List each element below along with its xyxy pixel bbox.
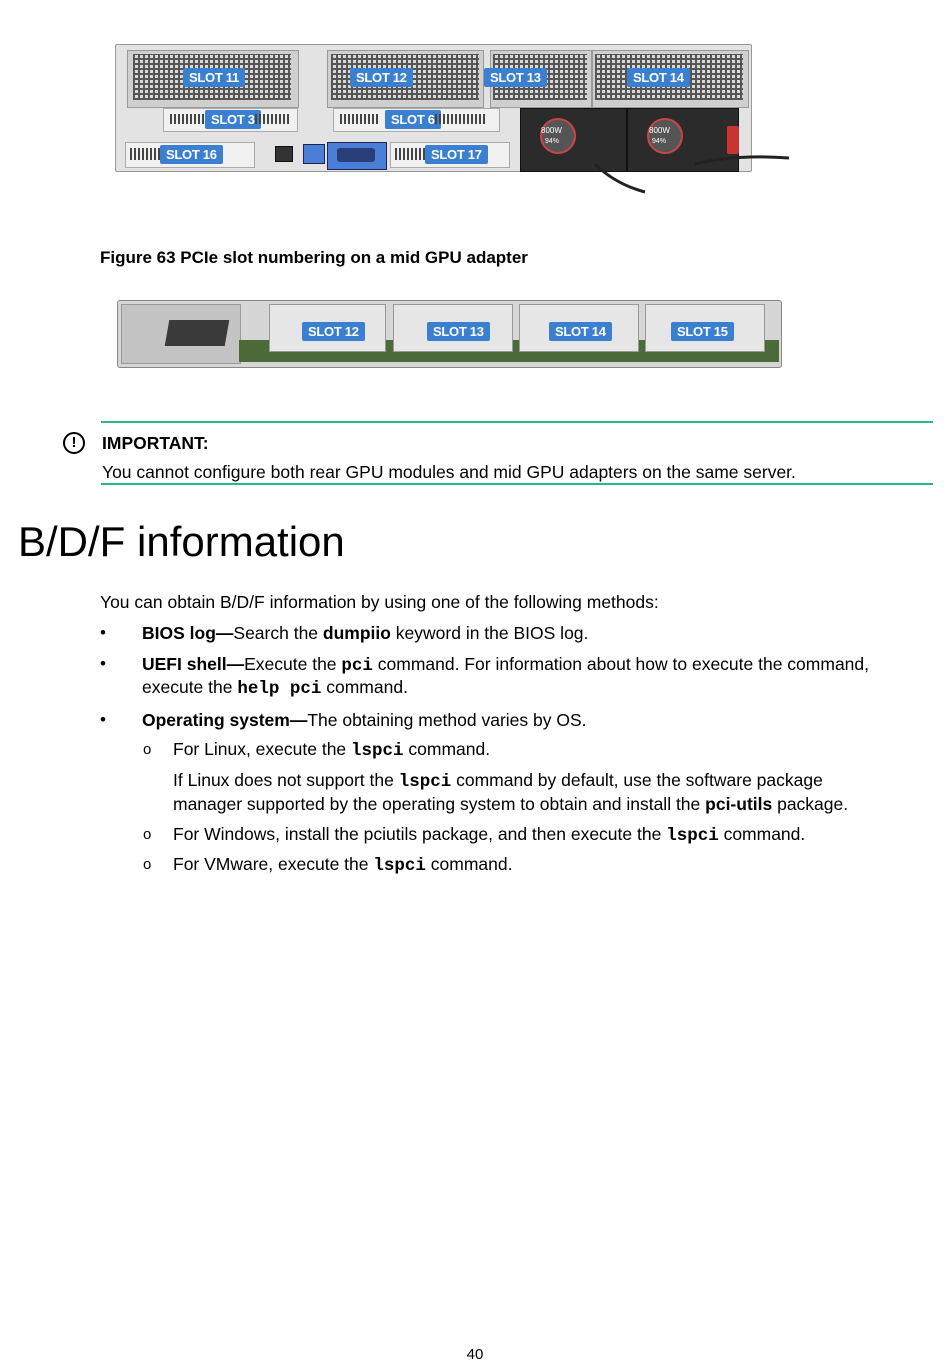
sub-item-linux: For Linux, execute the lspci command.	[173, 739, 491, 761]
page-number: 40	[466, 1346, 484, 1363]
sub-item-vmware: For VMware, execute the lspci command.	[173, 854, 513, 876]
mid-gpu-adapter-figure	[117, 300, 782, 370]
slot-label: SLOT 14	[549, 322, 612, 341]
rear-panel-figure	[115, 44, 791, 194]
list-item-uefi: UEFI shell—Execute the pci command. For information about how to execute the command,	[142, 654, 870, 676]
slot-label: SLOT 15	[671, 322, 734, 341]
slot-label: SLOT 17	[425, 145, 488, 164]
sub-bullet-glyph: o	[143, 826, 152, 843]
slot-label: SLOT 16	[160, 145, 223, 164]
important-text: You cannot configure both rear GPU modules and mid GPU adapters on the same server.	[102, 462, 796, 482]
note-top-rule	[101, 421, 933, 423]
list-item-bios: BIOS log—Search the dumpiio keyword in the BIOS log.	[142, 623, 589, 643]
sub-bullet-glyph: o	[143, 741, 152, 758]
important-heading: IMPORTANT:	[102, 433, 209, 453]
list-item-uefi-cont: execute the help pci command.	[142, 677, 408, 699]
list-item-os: Operating system—The obtaining method varies by OS.	[142, 710, 587, 730]
slot-label: SLOT 6	[385, 110, 441, 129]
slot-label: SLOT 12	[302, 322, 365, 341]
slot-label: SLOT 12	[350, 68, 413, 87]
note-bottom-rule	[101, 483, 933, 485]
bullet-glyph: •	[100, 654, 106, 673]
slot-label: SLOT 11	[183, 68, 245, 87]
sub-item-windows: For Windows, install the pciutils package, and then execute the lspci command.	[173, 824, 806, 846]
psu-efficiency: 94%	[545, 138, 560, 145]
psu-wattage: 800W	[541, 126, 562, 135]
bullet-glyph: •	[100, 710, 106, 729]
slot-label: SLOT 13	[427, 322, 490, 341]
sub-item-linux-note: If Linux does not support the lspci command by default, use the software package	[173, 770, 823, 792]
section-intro: You can obtain B/D/F information by using one of the following methods:	[100, 592, 659, 612]
bullet-glyph: •	[100, 623, 106, 642]
slot-label: SLOT 13	[484, 68, 547, 87]
sub-item-linux-note-cont: manager supported by the operating system to obtain and install the pci-utils package.	[173, 794, 849, 814]
important-icon: !	[63, 432, 85, 454]
section-title: B/D/F information	[18, 518, 345, 565]
psu-wattage: 800W	[649, 126, 670, 135]
psu-efficiency: 94%	[652, 138, 667, 145]
figure-caption: Figure 63 PCIe slot numbering on a mid GPU adapter	[100, 248, 528, 267]
slot-label: SLOT 14	[627, 68, 690, 87]
slot-label: SLOT 3	[205, 110, 261, 129]
sub-bullet-glyph: o	[143, 856, 152, 873]
